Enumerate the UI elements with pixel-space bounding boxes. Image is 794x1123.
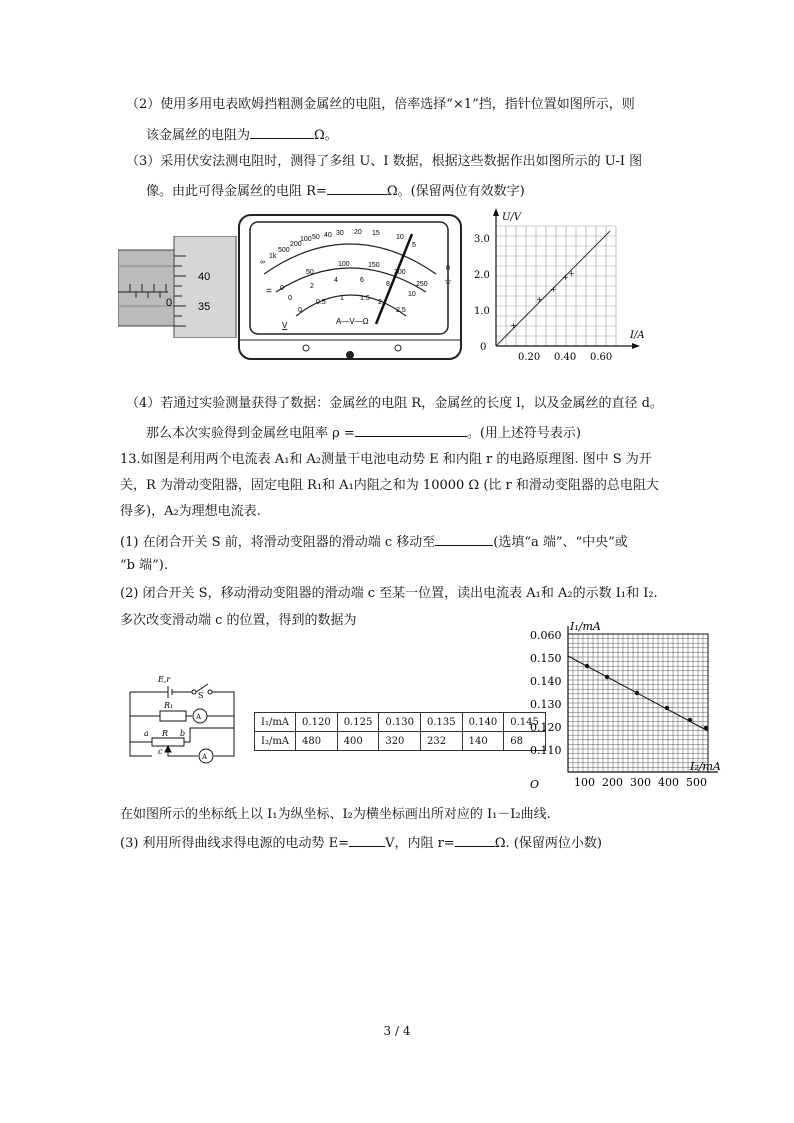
q13-p2-line2: 多次改变滑动端 c 的位置，得到的数据为 xyxy=(120,613,357,628)
v-tick-0: 0 xyxy=(280,285,284,292)
svg-text:+: + xyxy=(568,269,575,278)
q2-line2-unit: Ω。 xyxy=(314,128,338,143)
table-cell: 320 xyxy=(379,732,421,751)
i-ytick-0060: 0.060 xyxy=(530,629,562,642)
table-cell: 0.135 xyxy=(420,713,462,732)
q13-p1 xyxy=(120,531,628,552)
i-ytick-0120: 0.120 xyxy=(530,721,562,734)
q13-resistance-blank[interactable] xyxy=(455,832,495,847)
ohm-tick-50: 50 xyxy=(312,234,320,241)
q3-answer-blank[interactable] xyxy=(327,180,387,195)
i-xlabel: I₂/mA xyxy=(690,760,721,773)
svg-text:+: + xyxy=(562,273,569,282)
table-cell: I₂/mA xyxy=(255,732,296,751)
multimeter-figure xyxy=(236,212,464,362)
ui-ylabel: U/V xyxy=(502,212,522,223)
table-cell: 140 xyxy=(462,732,504,751)
meter-label: A—V—Ω xyxy=(336,317,369,326)
v-tick-200: 200 xyxy=(394,269,406,276)
table-cell: 0.120 xyxy=(296,713,338,732)
circuit-r1: R₁ xyxy=(164,701,174,710)
v-tick-100: 100 xyxy=(338,261,350,268)
circuit-b: b xyxy=(180,729,186,738)
micrometer-figure xyxy=(118,236,240,338)
v2-tick-0: 0 xyxy=(288,295,292,302)
i-xtick-500: 500 xyxy=(686,776,707,789)
v3-tick-1.5: 1.5 xyxy=(360,295,370,302)
v-tick-250: 250 xyxy=(416,281,428,288)
ohm-tick-10: 10 xyxy=(396,234,404,241)
meter-v-symbol: V xyxy=(282,321,288,330)
ui-origin: 0 xyxy=(480,342,487,353)
q13-p1-cont: “b 端”). xyxy=(120,558,168,573)
data-table xyxy=(254,712,546,751)
ohm-tick-15: 15 xyxy=(372,230,380,237)
ohm-tick-5: 5 xyxy=(412,242,416,249)
circuit-a: a xyxy=(144,729,149,738)
v2-tick-8: 8 xyxy=(386,281,390,288)
v3-tick-1: 1 xyxy=(340,295,344,302)
v-tick-50: 50 xyxy=(306,269,314,276)
v2-tick-10: 10 xyxy=(408,291,416,298)
i-ytick-0140: 0.140 xyxy=(530,675,562,688)
ohm-tick-0: 0 xyxy=(446,265,450,272)
table-row xyxy=(255,732,546,751)
q3-line2 xyxy=(146,180,525,201)
svg-text:+: + xyxy=(550,285,557,294)
q2-line2 xyxy=(146,124,338,145)
q13-p1-blank[interactable] xyxy=(435,531,493,546)
v3-tick-0.5: 0.5 xyxy=(316,299,326,306)
i-ytick-0110: 0.110 xyxy=(530,744,562,757)
q3-line1: （3）采用伏安法测电阻时，测得了多组 U、I 数据，根据这些数据作出如图所示的 U-I 图 xyxy=(126,154,643,169)
ohm-tick-100: 100 xyxy=(300,236,312,243)
ohm-tick-30: 30 xyxy=(336,230,344,237)
q13-line3: 得多)，A₂为理想电流表. xyxy=(120,504,261,519)
i-xtick-200: 200 xyxy=(602,776,623,789)
v-tick-150: 150 xyxy=(368,262,380,269)
svg-text:+: + xyxy=(536,295,543,304)
i-ytick-0150: 0.150 xyxy=(530,652,562,665)
circuit-c: c xyxy=(158,747,163,756)
ohm-tick-200: 200 xyxy=(290,241,302,248)
v2-tick-2: 2 xyxy=(310,283,314,290)
micrometer-mark-35: 35 xyxy=(198,301,211,313)
q4-line2 xyxy=(146,422,581,443)
q13-p3 xyxy=(120,832,602,853)
meter-dc-symbol: = xyxy=(266,286,272,297)
q13-after-graph: 在如图所示的坐标纸上以 I₁为纵坐标、I₂为横坐标画出所对应的 I₁－I₂曲线. xyxy=(120,807,551,822)
circuit-diagram xyxy=(124,668,246,774)
circuit-a2: A xyxy=(202,753,208,761)
i-xtick-100: 100 xyxy=(574,776,595,789)
ui-xtick-3: 0.60 xyxy=(590,352,613,363)
v3-tick-2.5: 2.5 xyxy=(396,307,406,314)
ohm-tick-40: 40 xyxy=(324,232,332,239)
q4-answer-blank[interactable] xyxy=(355,422,467,437)
table-cell: 0.130 xyxy=(379,713,421,732)
q3-line2-unit: Ω。(保留两位有效数字) xyxy=(386,184,525,199)
ohm-tick-500: 500 xyxy=(278,247,290,254)
table-cell: 68 xyxy=(504,732,546,751)
circuit-a1: A xyxy=(196,713,202,721)
table-cell: 400 xyxy=(337,732,379,751)
q3-line2-text: 像。由此可得金属丝的电阻 R= xyxy=(146,184,327,199)
q4-line1: （4）若通过实验测量获得了数据：金属丝的电阻 R，金属丝的长度 l，以及金属丝的直径 d。 xyxy=(126,396,663,411)
ui-xtick-2: 0.40 xyxy=(554,352,577,363)
table-cell: 232 xyxy=(420,732,462,751)
ui-ytick-1: 1.0 xyxy=(474,306,490,317)
q13-p3-tail: Ω. (保留两位小数) xyxy=(494,836,602,851)
table-cell: 480 xyxy=(296,732,338,751)
circuit-er: E,r xyxy=(158,675,171,684)
ohm-tick-inf: ∞ xyxy=(260,259,265,266)
ohm-tick-20: 20 xyxy=(354,229,362,236)
micrometer-mark-40: 40 xyxy=(198,271,211,283)
q13-p3-mid: V，内阻 r= xyxy=(385,836,455,851)
v3-tick-0: 0 xyxy=(298,307,302,314)
micrometer-mark-0: 0 xyxy=(166,297,173,309)
v2-tick-6: 6 xyxy=(360,277,364,284)
q13-p1-text: (1) 在闭合开关 S 前，将滑动变阻器的滑动端 c 移动至 xyxy=(120,535,436,550)
ui-xlabel: I/A xyxy=(630,330,645,341)
svg-text:+: + xyxy=(510,321,517,330)
i-ylabel: I₁/mA xyxy=(570,620,601,633)
table-row xyxy=(255,713,546,732)
meter-star-icon: ☆ xyxy=(444,277,453,287)
q13-emf-blank[interactable] xyxy=(349,832,385,847)
v3-tick-2: 2 xyxy=(378,299,382,306)
ui-ytick-2: 2.0 xyxy=(474,270,490,281)
i-origin: O xyxy=(530,778,540,791)
q2-line1: （2）使用多用电表欧姆挡粗测金属丝的电阻，倍率选择“×1”挡，指针位置如图所示，则 xyxy=(126,97,635,112)
v2-tick-4: 4 xyxy=(334,277,338,284)
q13-p2-line1: (2) 闭合开关 S，移动滑动变阻器的滑动端 c 至某一位置，读出电流表 A₁和 A₂的示数 I₁和 I₂. xyxy=(120,586,658,601)
circuit-r: R xyxy=(162,729,169,738)
i-xtick-400: 400 xyxy=(658,776,679,789)
i-ytick-0130: 0.130 xyxy=(530,698,562,711)
table-cell: 0.140 xyxy=(462,713,504,732)
ui-graph xyxy=(474,206,650,366)
table-cell: 0.125 xyxy=(337,713,379,732)
ui-ytick-3: 3.0 xyxy=(474,234,490,245)
q13-p1-options: (选填“a 端”、“中央”或 xyxy=(493,535,628,550)
ui-xtick-1: 0.20 xyxy=(518,352,541,363)
page-number: 3 / 4 xyxy=(383,1024,411,1038)
q4-line2-tail: 。(用上述符号表示) xyxy=(466,426,581,441)
circuit-s: S xyxy=(198,691,204,700)
q2-line2-text: 该金属丝的电阻为 xyxy=(146,128,251,143)
i-xtick-300: 300 xyxy=(630,776,651,789)
q4-line2-text: 那么本次实验得到金属丝电阻率 ρ = xyxy=(146,426,355,441)
q2-answer-blank[interactable] xyxy=(250,124,314,139)
ohm-tick-1k: 1k xyxy=(269,253,277,260)
i1-i2-graph xyxy=(522,620,722,792)
table-cell: I₁/mA xyxy=(255,713,296,732)
q13-line1: 13.如图是利用两个电流表 A₁和 A₂测量干电池电动势 E 和内阻 r 的电路原理图. 图中 S 为开 xyxy=(120,452,652,467)
table-cell: 0.145 xyxy=(504,713,546,732)
q13-p3-text: (3) 利用所得曲线求得电源的电动势 E= xyxy=(120,836,350,851)
q13-line2: 关，R 为滑动变阻器，固定电阻 R₁和 A₁内阻之和为 10000 Ω (比 r 和滑动变阻器的总电阻大 xyxy=(120,478,659,493)
